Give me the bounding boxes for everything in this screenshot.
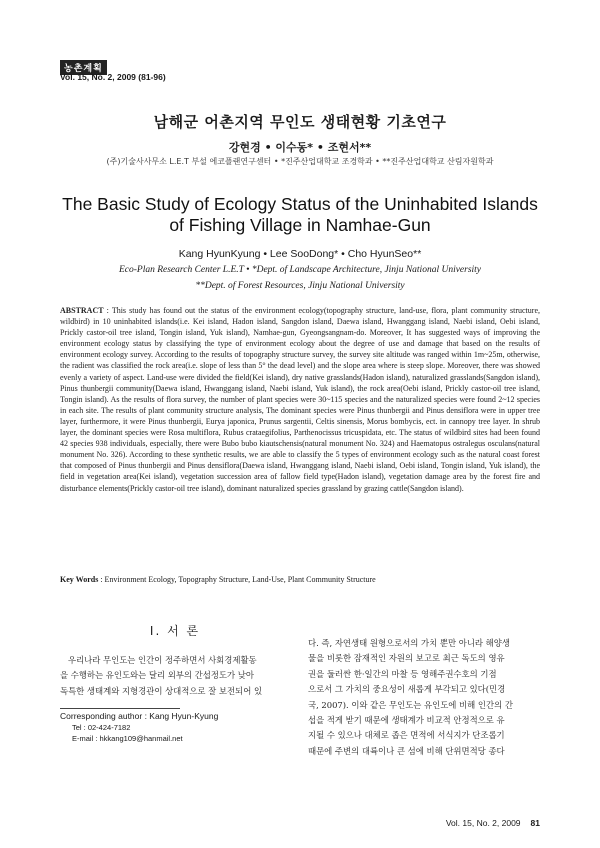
title-english-line2: of Fishing Village in Namhae-Gun bbox=[169, 215, 431, 235]
correspondence-block bbox=[60, 711, 218, 744]
affiliation-english-line1: Eco-Plan Research Center L.E.T • *Dept. of Landscape Architecture, Jinju National University bbox=[118, 265, 482, 275]
abstract: ABSTRACT : This study has found out the status of the environment ecology(topography structure, land-use, flora, plant community structure, wildbird) in 10 uninhabited islands(i.e. Kei island, Hadon island, Sangdon island, Daewa island, Hwanggang island, Naebi island, Oebi island, Prickly castor-oil tree island, Tongin island, Yuk island), Namhae-gun, Gyeongsangnam-do. Moreover, It has suggested ways of improving the environment ecology status by classifying the type of environment ecology about the degree of use and damage that based on the results of environment ecology survey. According to the results of topography structure survey, the survey site altitude was ranged within 1m~25m, otherwise, the radient was classified the rock area(i.e. slope of less than 5° the dead level) and the slope area where is steep slope. Moreover, there was showed evenly a variety of aspect. Land-use were divided the field(Kei island), dry native grasslands(Hadon island), naturalized grasslands(Sangdon island), Pinus thunbergii community(Daewa island, Hwanggang island, Naebi island, Yuk island), the rock area(Oebi island, Prickly castor-oil tree island, Tongin island). As the results of flora survey, the number of plant species were 30~115 species and the naturalized species were found 2~12 species in each site. The results of plant community structure analysis, The dominant species were Pinus thunbergii and Pinus densiflora were in upper tree layer, furthermore, it were Pinus thunbergii, Eurya japonica, Prunus sargentii, Celtis sinensis, Morus bombycis, ect. in cannopy tree layer. In shrub layer, the dominant species were Rosa multiflora, Rubus crataegifolius, Parthenocissus tricuspidata, etc. The status of wildbird sites had been found 42 species 938 individuals, especially, there were Bubo bubo kiautschensis(natural monument No. 324) and Haematopus ostralegus osculans(natural monument No. 326). According to these synthetic results, we are able to classify the 5 types of environment ecology such as the natural coast forest that composed of Pinus thunbergii and Pinus densiflora(Daewa island, Hwanggang island, Naebi island, Oebi island, Tongin island, Yuk island), the field in vegetation area(Kei island), vegetation succession area of fallow field type(Hadon island), vegetation damage area by the forest fire and disturbance elements(Prickly castor-oil tree island), dominant naturalized species grassland by grazing cattle(Sangdon island). bbox=[60, 306, 540, 493]
keywords: Key Words : Environment Ecology, Topography Structure, Land-Use, Plant Community Structure bbox=[60, 575, 376, 584]
authors-english: Kang HyunKyung • Lee SooDong* • Cho HyunSeo** bbox=[178, 248, 422, 260]
footnote-divider bbox=[60, 708, 180, 709]
body-line: 권을 둘러싼 한·일간의 마찰 등 영해주권수호의 기점 bbox=[308, 668, 497, 679]
corresponding-author: Corresponding author : Kang Hyun-Kyung bbox=[60, 711, 219, 721]
journal-badge: 농촌계획 bbox=[60, 60, 107, 75]
authors-korean: 강현경 • 이수동* • 조현서** bbox=[228, 141, 372, 154]
footer-volume: Vol. 15, No. 2, 2009 bbox=[445, 818, 521, 828]
abstract-text: This study has found out the status of the environment ecology(topography structure, land-use, flora, plant community structure, wildbird) in 10 uninhabited islands(i.e. Kei island, Hadon island, Sangdon island, Daewa island, Hwanggang island, Naebi island, Oebi island, Prickly castor-oil tree island, Tongin island, Yuk island), Namhae-gun, Gyeongsangnam-do. Moreover, It has suggested ways of improving the environment ecology status by classifying the type of environment ecology about the degree of use and damage that based on the results of environment ecology survey. According to the results of topography structure survey, the survey site altitude was ranged within 1m~25m, otherwise, the radient was classified the rock area(i.e. slope of less than 5° the dead level) and the slope area where is steep slope. Moreover, there was showed evenly a variety of aspect. Land-use were divided the field(Kei island), dry native grasslands(Hadon island), naturalized grasslands(Sangdon island), Pinus thunbergii community(Daewa island, Hwanggang island, Naebi island, Yuk island), the rock area(Oebi island, Prickly castor-oil tree island, Tongin island). As the results of flora survey, the number of plant species were 30~115 species and the naturalized species were found 2~12 species in each site. The results of plant community structure analysis, The dominant species were Pinus thunbergii and Pinus densiflora were in upper tree layer, furthermore, it were Pinus thunbergii, Eurya japonica, Prunus sargentii, Celtis sinensis, Morus bombycis, ect. in cannopy tree layer. In shrub layer, the dominant species were Rosa multiflora, Rubus crataegifolius, Parthenocissus tricuspidata, etc. The status of wildbird sites had been found 42 species 938 individuals, especially, there were Bubo bubo kiautschensis(natural monument No. 324) and Haematopus ostralegus osculans(natural monument No. 326). According to these synthetic results, we are able to classify the 5 types of environment ecology such as the natural coast forest that composed of Pinus thunbergii and Pinus densiflora(Daewa island, Hwanggang island, Naebi island, Oebi island, Tongin island, Yuk island), the field in vegetation area(Kei island), vegetation succession area of fallow field type(Hadon island), vegetation damage area by the forest fire and disturbance elements(Prickly castor-oil tree island), dominant naturalized species grassland by grazing cattle(Sangdon island). bbox=[60, 306, 540, 493]
volume-line: Vol. 15, No. 2, 2009 (81-96) bbox=[60, 72, 166, 82]
body-line: 으로서 그 가치의 중요성이 새롭게 부각되고 있다(민경 bbox=[308, 684, 506, 695]
title-korean: 남해군 어촌지역 무인도 생태현황 기초연구 bbox=[153, 113, 447, 131]
affiliation-english-line2: **Dept. of Forest Resources, Jinju National University bbox=[195, 281, 405, 291]
body-line: 지될 수 있으나 대체로 좁은 면적에 서식지가 단조롭기 bbox=[308, 730, 505, 741]
affiliation-korean: (주)기술사사무소 L.E.T 부설 에코플랜연구센터 • *진주산업대학교 조경학과 • **진주산업대학교 산림자원학과 bbox=[106, 157, 494, 166]
abstract-label: ABSTRACT bbox=[60, 306, 104, 315]
corresponding-email: E-mail : hkkang109@hanmail.net bbox=[72, 734, 183, 743]
body-right-column bbox=[308, 636, 540, 759]
body-line: 물을 비롯한 잠재적인 자원의 보고로 최근 독도의 영유 bbox=[308, 653, 505, 664]
section-heading: I. 서 론 bbox=[149, 624, 201, 638]
body-line: 때문에 주변의 대륙이나 큰 섬에 비해 단위면적당 종다 bbox=[308, 745, 505, 756]
body-line: 우리나라 무인도는 인간이 정주하면서 사회경제활동 bbox=[68, 655, 257, 665]
corresponding-tel: Tel : 02-424-7182 bbox=[72, 723, 131, 732]
body-line: 다. 즉, 자연생태 원형으로서의 가치 뿐만 아니라 해양생 bbox=[308, 638, 510, 648]
keywords-text: Environment Ecology, Topography Structure, Land-Use, Plant Community Structure bbox=[104, 575, 376, 584]
title-english bbox=[0, 194, 600, 236]
title-english-line1: The Basic Study of Ecology Status of the Uninhabited Islands bbox=[62, 194, 538, 214]
body-left-column bbox=[60, 653, 296, 699]
page-number: 81 bbox=[530, 818, 540, 828]
body-line: 국, 2007). 이와 같은 무인도는 유인도에 비해 인간의 간 bbox=[308, 699, 513, 710]
body-line: 섭을 적게 받기 때문에 생태계가 비교적 안정적으로 유 bbox=[308, 715, 505, 726]
keywords-label: Key Words bbox=[60, 575, 99, 584]
body-line: 을 수행하는 유인도와는 달리 외부의 간섭정도가 낮아 bbox=[60, 670, 254, 681]
page-footer bbox=[446, 818, 540, 828]
body-line: 독특한 생태계와 지형경관이 상대적으로 잘 보전되어 있 bbox=[60, 685, 263, 696]
